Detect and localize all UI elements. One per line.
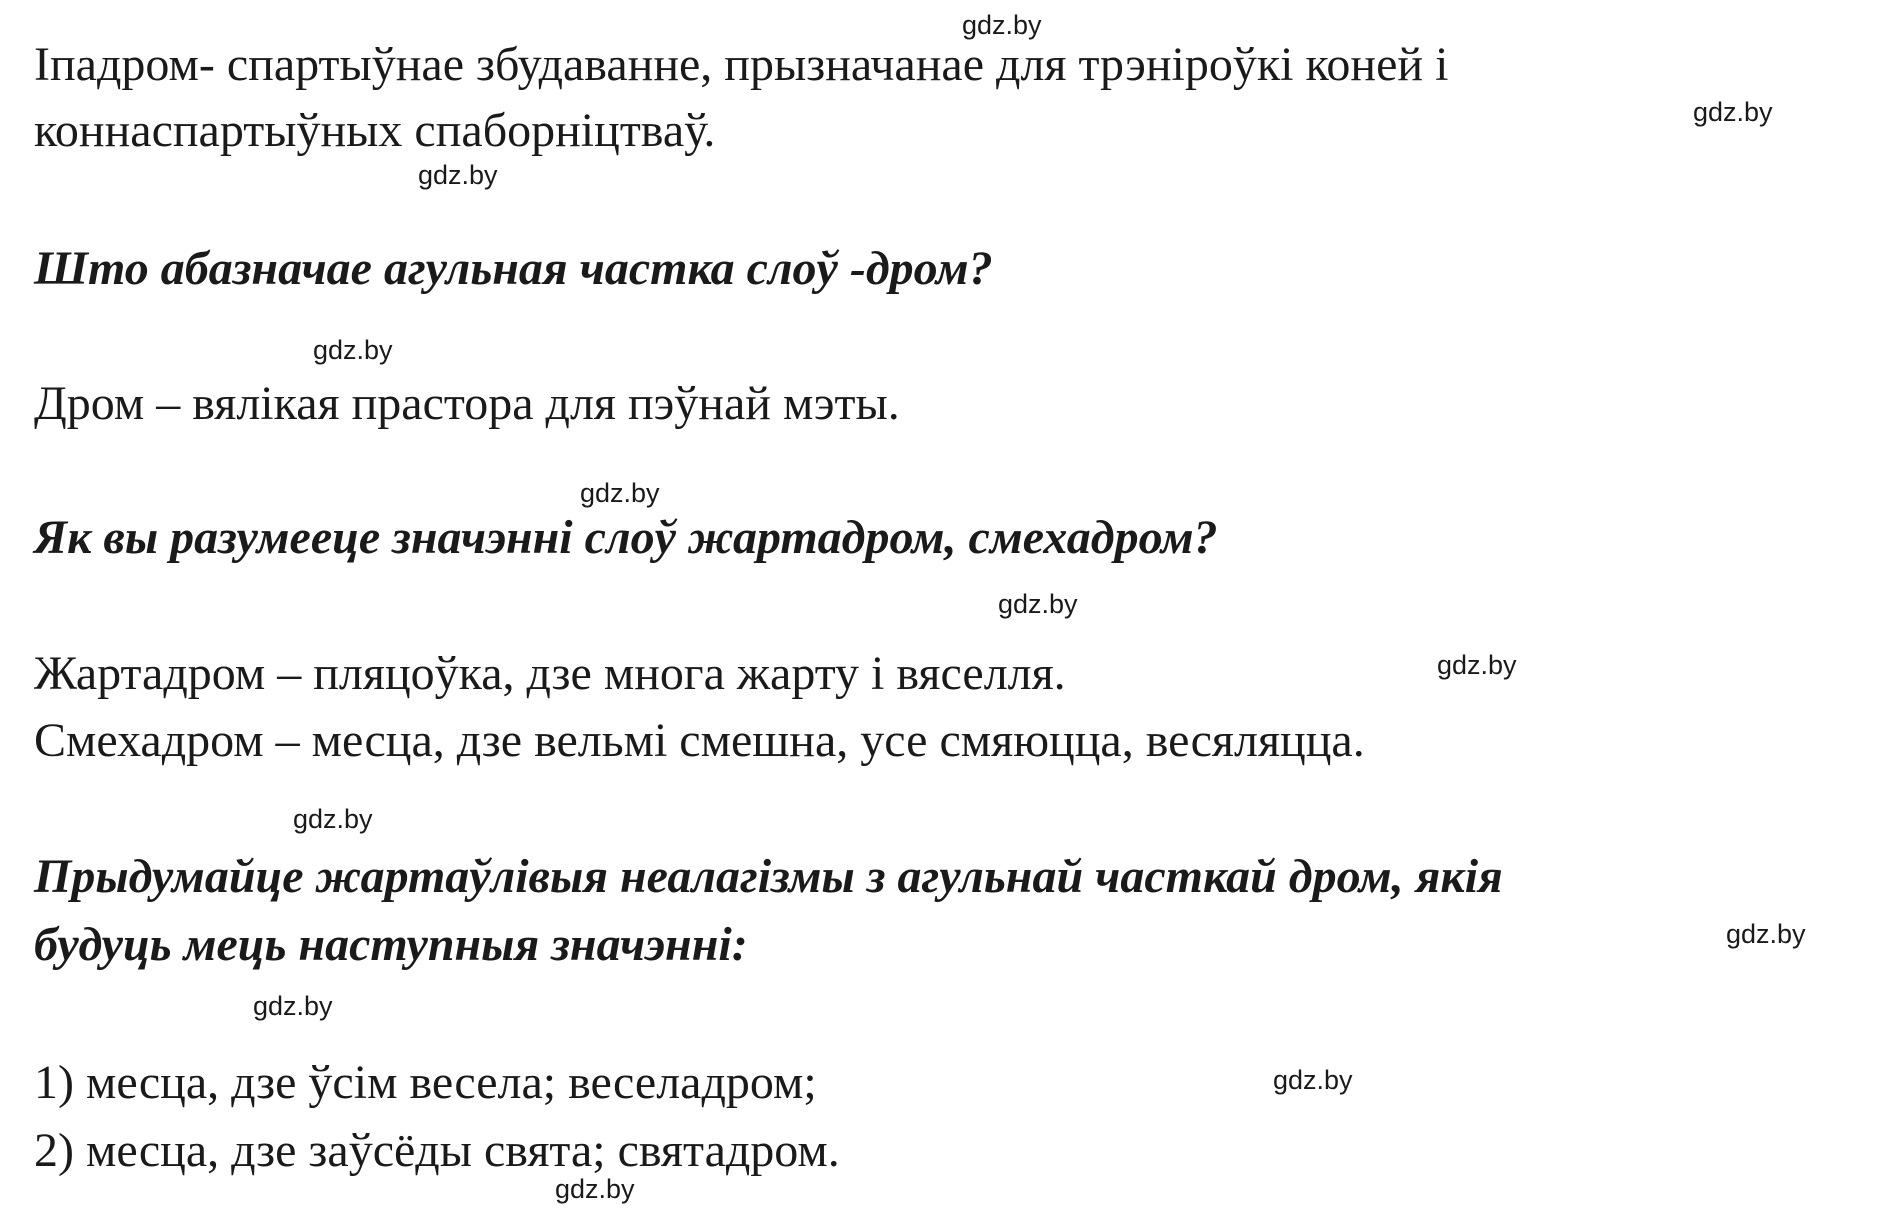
question-3-line-2: будуць мець наступныя значэнні: (34, 918, 748, 971)
answer-2-line-2: Смехадром – месца, дзе вельмі смешна, усе смяюцца, весяляцца. (34, 714, 1365, 767)
watermark: gdz.by (1693, 97, 1773, 127)
list-item: 2) месца, дзе заўсёды свята; святадром. (34, 1124, 840, 1177)
intro-definition-line-2: коннаспартыўных спаборніцтваў. (34, 104, 716, 157)
watermark: gdz.by (580, 478, 660, 508)
list-item: 1) месца, дзе ўсім весела; веселадром; (34, 1056, 817, 1109)
question-3-line-1: Прыдумайце жартаўлівыя неалагізмы з агульнай часткай дром, якія (34, 850, 1503, 903)
intro-definition-line-1: Іпадром- спартыўнае збудаванне, прызначанае для трэніроўкі коней і (34, 38, 1449, 91)
watermark: gdz.by (1437, 650, 1517, 680)
watermark: gdz.by (313, 335, 393, 365)
question-2: Як вы разумееце значэнні слоў жартадром, смехадром? (34, 511, 1218, 564)
watermark: gdz.by (962, 10, 1042, 40)
answer-2-line-1: Жартадром – пляцоўка, дзе многа жарту і вяселля. (34, 647, 1066, 700)
watermark: gdz.by (555, 1174, 635, 1204)
watermark: gdz.by (293, 804, 373, 834)
watermark: gdz.by (418, 160, 498, 190)
watermark: gdz.by (253, 991, 333, 1021)
watermark: gdz.by (998, 589, 1078, 619)
watermark: gdz.by (1726, 919, 1806, 949)
answer-1: Дром – вялікая прастора для пэўнай мэты. (34, 377, 900, 430)
watermark: gdz.by (1273, 1065, 1353, 1095)
question-1: Што абазначае агульная частка слоў -дром? (34, 242, 993, 295)
